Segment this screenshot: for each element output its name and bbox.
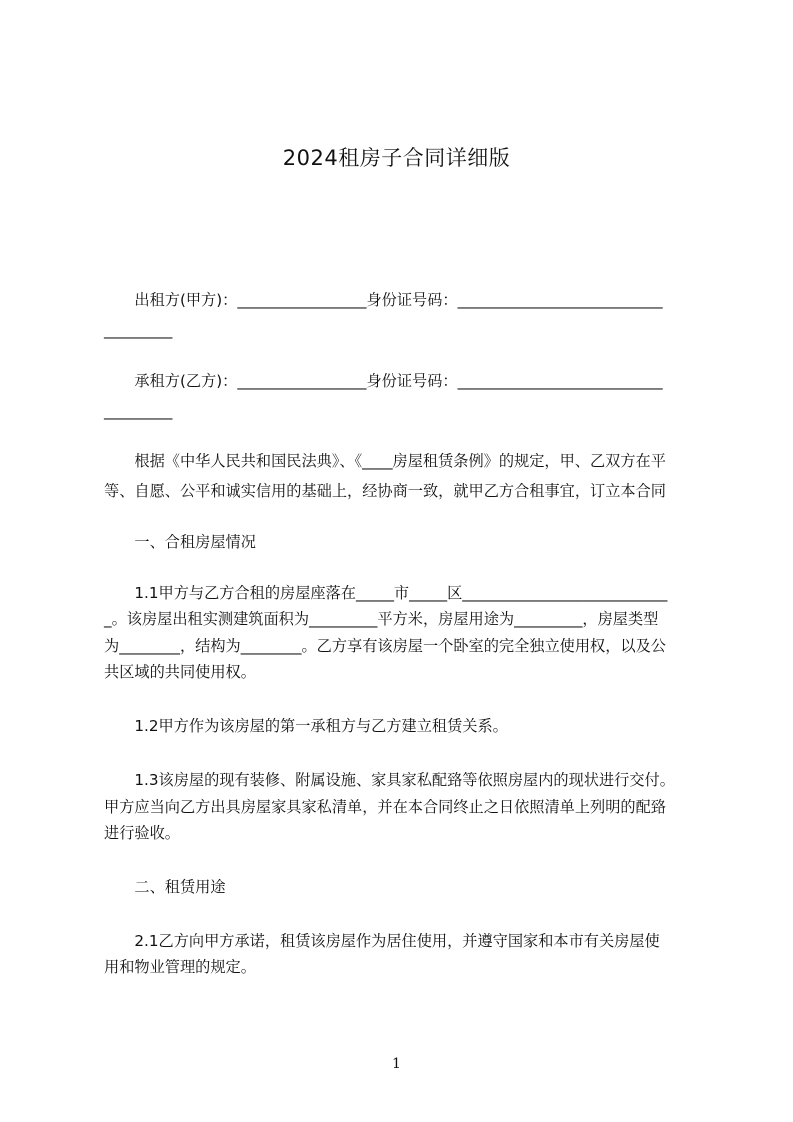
lessor-id-continuation: _________ <box>104 321 173 339</box>
clause-1-3-line-3: 进行验收。 <box>104 824 180 842</box>
preamble-line-2: 等、自愿、公平和诚实信用的基础上，经协商一致，就甲乙方合租事宜，订立本合同 <box>104 482 666 500</box>
section-heading-2: 二、租赁用途 <box>104 878 226 896</box>
preamble-line-1: 根据《中华人民共和国民法典》、《____房屋租赁条例》的规定，甲、乙双方在平 <box>104 452 666 470</box>
section-heading-1: 一、合租房屋情况 <box>104 533 256 551</box>
lessee-id-continuation: _________ <box>104 402 173 420</box>
clause-1-1-line-2: _。该房屋出租实测建筑面积为_________平方米，房屋用途为_________，房屋类型 <box>104 610 659 628</box>
clause-1-1-line-3: 为________，结构为________。乙方享有该房屋一个卧室的完全独立使用权，以及公 <box>104 637 666 655</box>
lessee-line: 承租方(乙方)：_________________身份证号码：___________________________ <box>104 372 663 390</box>
clause-1-3-line-1: 1.3该房屋的现有装修、附属设施、家具家私配臵等依照房屋内的现状进行交付。 <box>104 771 675 789</box>
clause-1-1-line-1: 1.1甲方与乙方合租的房屋座落在_____市_____区___________________________ <box>104 584 668 602</box>
clause-1-2: 1.2甲方作为该房屋的第一承租方与乙方建立租赁关系。 <box>104 717 508 735</box>
clause-2-1-line-1: 2.1乙方向甲方承诺，租赁该房屋作为居住使用，并遵守国家和本市有关房屋使 <box>104 932 660 950</box>
clause-2-1-line-2: 用和物业管理的规定。 <box>104 958 256 976</box>
page-number: 1 <box>392 1056 401 1072</box>
clause-1-3-line-2: 甲方应当向乙方出具房屋家具家私清单，并在本合同终止之日依照清单上列明的配臵 <box>104 798 666 816</box>
lessor-line: 出租方(甲方)：_________________身份证号码：___________________________ <box>104 291 663 309</box>
document-title: 2024租房子合同详细版 <box>282 146 511 170</box>
clause-1-1-line-4: 共区域的共同使用权。 <box>104 663 256 681</box>
